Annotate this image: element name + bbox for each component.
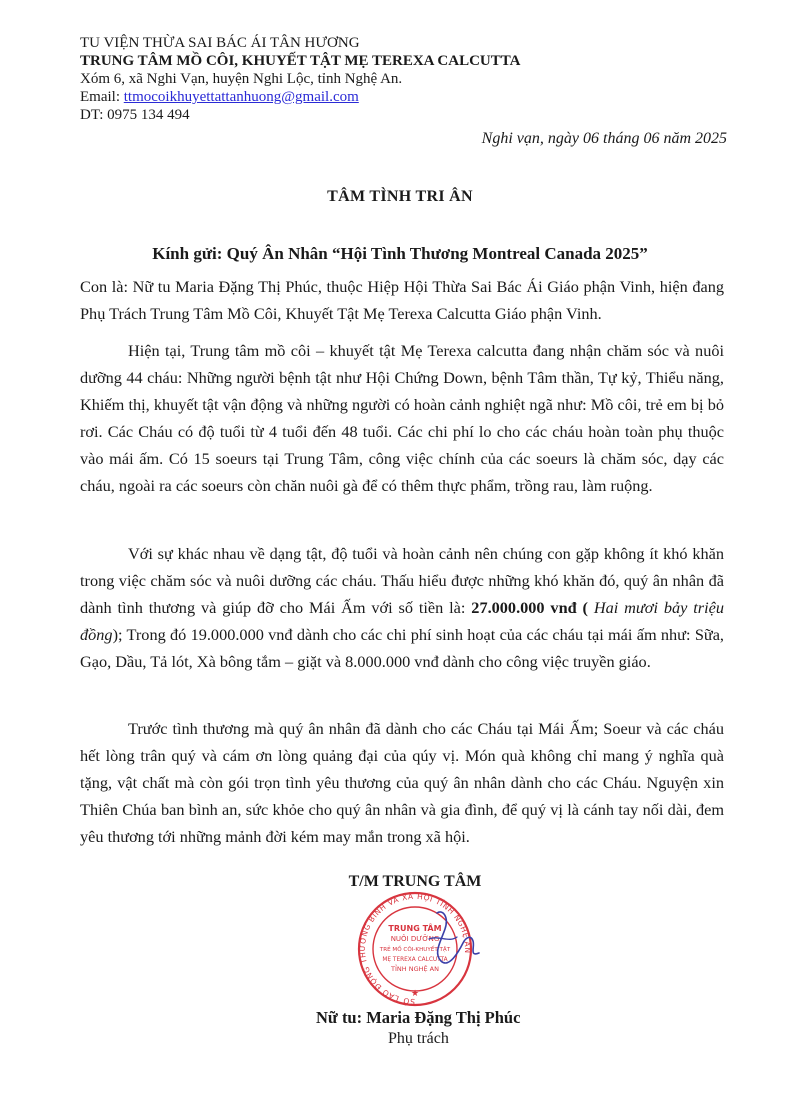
signature-title: T/M TRUNG TÂM [348,873,482,890]
paragraph-3 [80,540,724,675]
paragraph-3-part-b: ); Trong đó 19.000.000 vnđ dành cho các chi phí sinh hoạt của các cháu tại mái ấm như: Sữa, Gạo, Dầu, Tả lót, Xà bông tắm – giặt và 8.000.000 vnđ dành cho công việc truyền giáo. [80,625,724,672]
letter-title: TÂM TÌNH TRI ÂN [327,188,473,205]
org-name-line2: TRUNG TÂM MỒ CÔI, KHUYẾT TẬT MẸ TEREXA CALCUTTA [80,53,521,69]
paragraph-3-part-a: Với sự khác nhau về dạng tật, độ tuổi và hoàn cảnh nên chúng con gặp không ít khó khăn trong việc chăm sóc và nuôi dưỡng các cháu. Thấu hiểu được những khó khăn đó, quý ân nhân đã dành tình thương và giúp đỡ cho Mái Ấm với số tiền là: [80,544,724,618]
stamp-center-line-2: NUÔI DƯỠNG [390,935,440,943]
paragraph-4-text: Trước tình thương mà quý ân nhân đã dành cho các Cháu tại Mái Ấm; Soeur và các cháu hết lòng trân quý và cám ơn lòng quảng đại của qúy vị. Món quà không chỉ mang ý nghĩa quà tặng, vật chất mà còn gói trọn tình yêu thương của quý ân nhân dành cho các Cháu. Nguyện xin Thiên Chúa ban bình an, sức khỏe cho quý ân nhân và gia đình, để quý vị là cánh tay nối dài, đem yêu thương tới những mảnh đời kém may mắn trong xã hội. [80,719,724,847]
stamp-star: ★ [410,988,420,998]
paragraph-2-text: Hiện tại, Trung tâm mồ côi – khuyết tật Mẹ Terexa calcutta đang nhận chăm sóc và nuôi dưỡng 44 cháu: Những người bệnh tật như Hội Chứng Down, bệnh Tâm thần, Tự kỷ, Thiểu năng, Khiếm thị, khuyết tật vận động và những người có hoàn cảnh nghiệt ngã như: Mồ côi, trẻ em bị bỏ rơi. Các Cháu có độ tuổi từ 4 tuổi đến 48 tuổi. Các chi phí lo cho các cháu hoàn toàn phụ thuộc vào mái ấm. Có 15 soeurs tại Trung Tâm, công việc chính của các soeurs là chăm sóc, dạy các cháu, ngoài ra các soeurs còn chăn nuôi gà để có thêm thực phẩm, trồng rau, làm ruộng. [80,341,724,496]
paragraph-1-text: Con là: Nữ tu Maria Đặng Thị Phúc, thuộc Hiệp Hội Thừa Sai Bác Ái Giáo phận Vinh, hiện đang Phụ Trách Trung Tâm Mồ Côi, Khuyết Tật Mẹ Terexa Calcutta Giáo phận Vinh. [80,277,724,324]
paragraph-4 [80,715,724,850]
donation-amount-words: Hai mươi bảy triệu đồng [80,598,724,645]
org-email-line [80,88,359,106]
signer-role: Phụ trách [388,1030,449,1047]
signer-name: Nữ tu: Maria Đặng Thị Phúc [316,1008,521,1027]
email-label: Email: [80,89,124,105]
org-phone: DT: 0975 134 494 [80,107,190,123]
donation-amount: 27.000.000 vnđ ( [471,598,588,618]
stamp-center-line-3: TRẺ MỒ CÔI-KHUYẾT TẬT [379,947,451,953]
stamp-center-line-4: MẸ TEREXA CALCUTTA [382,957,448,963]
org-address: Xóm 6, xã Nghi Vạn, huyện Nghi Lộc, tỉnh Nghệ An. [80,71,403,87]
stamp-center-text [379,922,451,973]
email-link[interactable]: ttmocoikhuyettattanhuong@gmail.com [123,89,359,105]
stamp-center-line-5: TỈNH NGHỆ AN [391,965,439,973]
official-stamp [345,891,485,1011]
paragraph-1 [80,273,724,327]
paragraph-2 [80,337,724,500]
salutation: Kính gửi: Quý Ân Nhân “Hội Tình Thương Montreal Canada 2025” [152,244,648,263]
letter-date: Nghi vạn, ngày 06 tháng 06 năm 2025 [481,130,727,147]
paragraph-3-text [80,540,724,675]
stamp-center-line-1: TRUNG TÂM [388,924,442,933]
org-name-line1: TU VIỆN THỪA SAI BÁC ÁI TÂN HƯƠNG [80,35,360,51]
stamp-ring-textpath: SỞ LAO ĐỘNG THƯƠNG BINH VÀ XÃ HỘI TỈNH NGHỆ AN [357,891,473,1007]
